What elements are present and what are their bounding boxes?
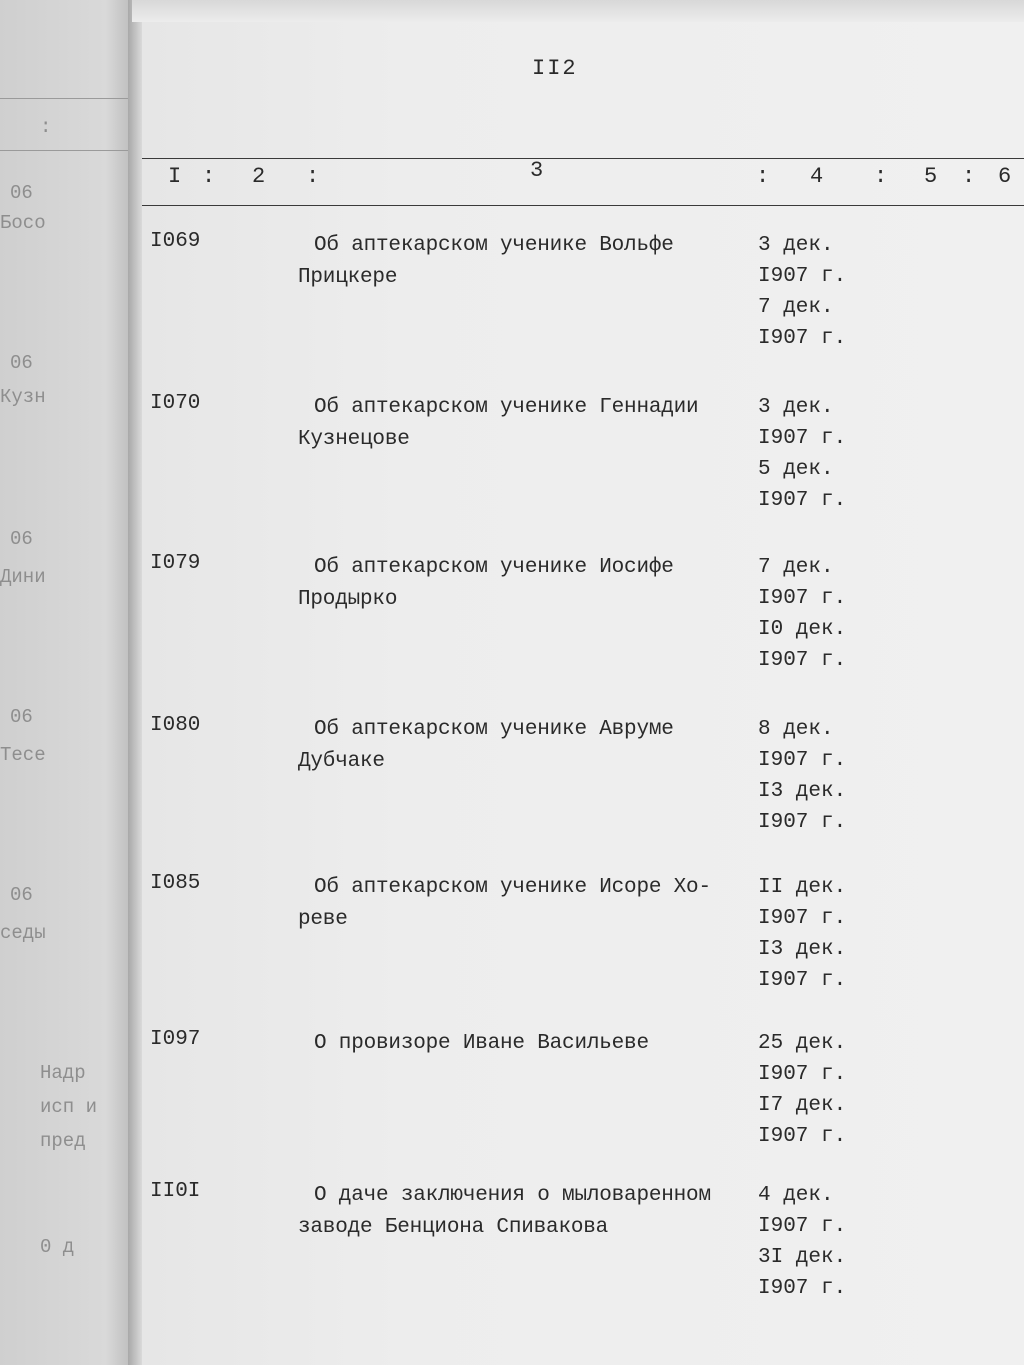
date-line: 7 дек. bbox=[758, 296, 834, 319]
header-rule bbox=[142, 158, 1024, 159]
file-number: I085 bbox=[150, 872, 201, 895]
header-separator: : bbox=[962, 164, 976, 189]
file-title: О провизоре Иване Васильеве bbox=[314, 1032, 649, 1055]
date-line: I3 дек. bbox=[758, 780, 847, 803]
file-number: I080 bbox=[150, 714, 201, 737]
header-separator: : bbox=[202, 164, 216, 189]
left-page-text: 0 д bbox=[40, 1236, 75, 1258]
date-line: I907 г. bbox=[758, 1125, 847, 1148]
file-number: I079 bbox=[150, 552, 201, 575]
left-page-text: исп и bbox=[40, 1096, 98, 1118]
file-dates bbox=[758, 230, 878, 354]
header-col-5: 5 bbox=[924, 164, 938, 189]
left-page-text: 06 bbox=[10, 528, 33, 550]
header-col-6: 6 bbox=[998, 164, 1012, 189]
left-page-text: : bbox=[40, 116, 52, 138]
file-dates bbox=[758, 714, 878, 838]
file-title: Об аптекарском ученике Иосифе Продырко bbox=[298, 556, 674, 611]
left-page-text: Тесе bbox=[0, 744, 46, 766]
header-rule bbox=[142, 205, 1024, 206]
left-page-text: Кузн bbox=[0, 386, 46, 408]
file-dates bbox=[758, 552, 878, 676]
previous-page-edge bbox=[0, 0, 132, 1365]
date-line: 3 дек. bbox=[758, 234, 834, 257]
date-line: II дек. bbox=[758, 876, 847, 899]
header-separator: : bbox=[874, 164, 888, 189]
date-line: I907 г. bbox=[758, 1215, 847, 1238]
file-dates bbox=[758, 1180, 878, 1304]
header-col-4: 4 bbox=[810, 164, 824, 189]
date-line: 5 дек. bbox=[758, 458, 834, 481]
left-page-text: 06 bbox=[10, 884, 33, 906]
left-page-text: 06 bbox=[10, 706, 33, 728]
left-page-text: пред bbox=[40, 1130, 86, 1152]
header-col-1: I bbox=[168, 164, 182, 189]
left-page-text: 06 bbox=[10, 182, 33, 204]
date-line: 25 дек. bbox=[758, 1032, 847, 1055]
left-page-text: Надр bbox=[40, 1062, 86, 1084]
date-line: I0 дек. bbox=[758, 618, 847, 641]
header-col-2: 2 bbox=[252, 164, 266, 189]
file-title: Об аптекарском ученике Авруме Дубчаке bbox=[298, 718, 674, 773]
file-dates bbox=[758, 392, 878, 516]
left-page-rule bbox=[0, 98, 132, 99]
date-line: 7 дек. bbox=[758, 556, 834, 579]
header-separator: : bbox=[756, 164, 770, 189]
file-number: I097 bbox=[150, 1028, 201, 1051]
file-number: I069 bbox=[150, 230, 201, 253]
document-page bbox=[142, 0, 1024, 1365]
date-line: I3 дек. bbox=[758, 938, 847, 961]
file-title: Об аптекарском ученике Геннадии Кузнецове bbox=[298, 396, 699, 451]
date-line: I907 г. bbox=[758, 1063, 847, 1086]
date-line: I907 г. bbox=[758, 649, 847, 672]
page-number: II2 bbox=[532, 56, 578, 81]
date-line: I907 г. bbox=[758, 749, 847, 772]
date-line: I7 дек. bbox=[758, 1094, 847, 1117]
file-title: Об аптекарском ученике Вольфе Прицкере bbox=[298, 234, 674, 289]
file-title: Об аптекарском ученике Исоре Хо-реве bbox=[298, 876, 711, 931]
date-line: I907 г. bbox=[758, 811, 847, 834]
date-line: 3 дек. bbox=[758, 396, 834, 419]
file-number: II0I bbox=[150, 1180, 201, 1203]
left-page-text: Босо bbox=[0, 212, 46, 234]
date-line: I907 г. bbox=[758, 327, 847, 350]
date-line: I907 г. bbox=[758, 587, 847, 610]
date-line: 3I дек. bbox=[758, 1246, 847, 1269]
date-line: 4 дек. bbox=[758, 1184, 834, 1207]
date-line: I907 г. bbox=[758, 1277, 847, 1300]
date-line: 8 дек. bbox=[758, 718, 834, 741]
file-number: I070 bbox=[150, 392, 201, 415]
header-col-3: 3 bbox=[530, 158, 544, 183]
header-separator: : bbox=[306, 164, 320, 189]
left-page-text: седы bbox=[0, 922, 46, 944]
date-line: I907 г. bbox=[758, 427, 847, 450]
file-title: О даче заключения о мыловаренном заводе Бенциона Спивакова bbox=[298, 1184, 711, 1239]
left-page-text: 06 bbox=[10, 352, 33, 374]
page-gutter bbox=[128, 0, 142, 1365]
date-line: I907 г. bbox=[758, 969, 847, 992]
left-page-rule bbox=[0, 150, 132, 151]
date-line: I907 г. bbox=[758, 489, 847, 512]
date-line: I907 г. bbox=[758, 907, 847, 930]
file-dates bbox=[758, 1028, 878, 1152]
date-line: I907 г. bbox=[758, 265, 847, 288]
file-dates bbox=[758, 872, 878, 996]
left-page-text: Дини bbox=[0, 566, 46, 588]
